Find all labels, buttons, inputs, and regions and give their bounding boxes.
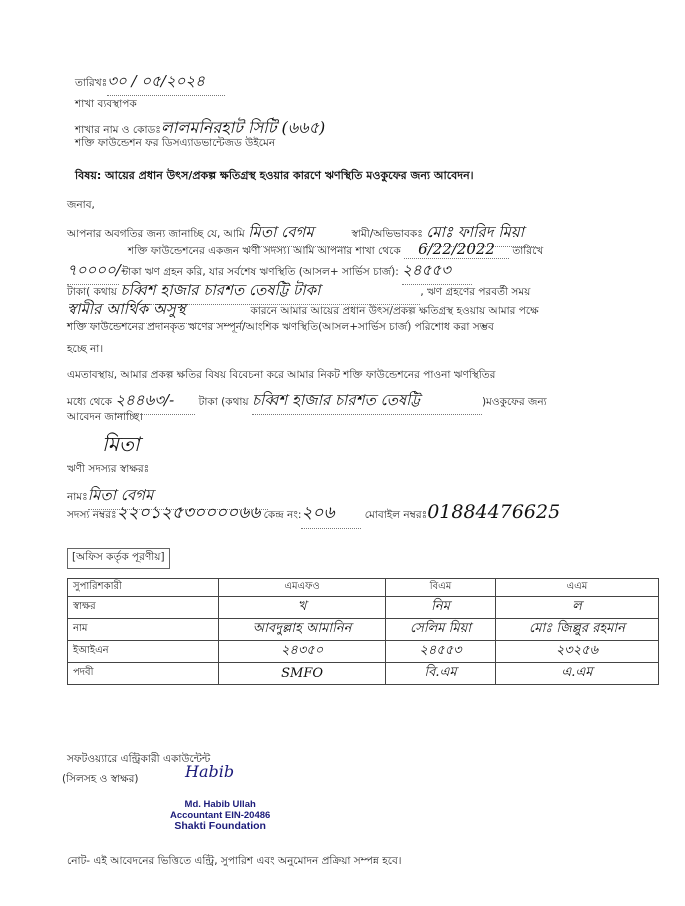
guardian-label: স্বামী/অভিভাবকঃ [351,228,423,240]
ein-cell: ২৩২৫৬ [495,641,658,663]
date-label: তারিখঃ [75,77,108,89]
addressee: শাখা ব্যবস্থাপক [75,98,137,110]
accountant-stamp [170,799,270,832]
name-cell: সেলিম মিয়া [386,619,496,641]
body-text: তারিখে [512,245,544,257]
table-row [68,641,659,663]
signature-label: ঋণী সদস্যর স্বাক্ষরঃ [67,463,150,475]
accountant-title: সফটওয়্যারে এন্ট্রিকারী একাউন্টেন্ট [67,753,211,765]
member-number-label: সদস্য নম্বরঃ [67,509,117,521]
member-name-hw: মিতা বেগম [88,484,268,510]
para2-line-3: আবেদন জানাচ্ছি। [67,411,143,423]
table-row [68,619,659,641]
row-label: স্বাক্ষর [68,597,219,619]
recommendation-table [67,578,659,685]
ein-cell: ২৪৩৫০ [219,641,386,663]
amount-words-hw: চব্বিশ হাজার চারশত তেষট্টি টাকা [120,279,420,305]
applicant-name-hw: মিতা বেগম [248,221,348,247]
member-number-hw: ২২০১২৫৩০০০০৬৬ [116,503,261,523]
row-label: ইআইএন [68,641,219,663]
body-text: টাকা (কথায় [198,396,249,408]
name-label: নামঃ [67,491,88,503]
loan-date-hw: 6/22/2022 [404,240,509,259]
row-label: নাম [68,619,219,641]
name-cell: আবদুল্লাহ আমানিন [219,619,386,641]
accountant-signature: Habib [185,762,235,781]
stamp-title: Accountant EIN-20486 [170,810,271,821]
branch-label: শাখার নাম ও কোডঃ [75,124,161,136]
stamp-name: Md. Habib Ullah [184,799,256,810]
center-label: কেন্দ্র নং: [263,509,302,521]
body-text: আপনার অবগতির জন্য জানাচ্ছি যে, আমি [67,228,245,240]
body-text: শক্তি ফাউন্ডেশনের একজন ঋণী সদস্য। আমি আপনার শাখা থেকে [128,245,401,257]
member-info-line [67,500,560,529]
header-cell: বিএম [386,579,496,597]
reason-hw: স্বামীর আর্থিক অসুস্থ [67,298,247,324]
body-text: )মওকুফের জন্য [481,396,547,408]
ein-cell: ২৪৫৫৩ [386,641,496,663]
body-text: মধ্যে থেকে [67,396,112,408]
designation-cell: SMFO [219,663,386,685]
date-line [75,70,225,96]
accountant-seal-label: (সিলসহ ও স্বাক্ষর) [62,773,139,785]
body-line-7: হচ্ছে না। [67,343,104,355]
body-text: টাকা ঋণ গ্রহন করি, যার সর্বশেষ ঋণস্থিতি (আসল+ সার্ভিস চার্জ): [122,266,399,278]
designation-cell: বি.এম [386,663,496,685]
member-signature: মিতা [102,432,140,456]
stamp-org: Shakti Foundation [174,820,266,832]
guardian-name-hw: মোঃ ফারিদ মিয়া [426,221,536,247]
signature-cell: খ [219,597,386,619]
office-use-label: [অফিস কর্তৃক পূরণীয়] [67,548,170,569]
salutation: জনাব, [67,199,95,211]
body-text: কারনে আমার আয়ের প্রধান উৎস/প্রকল্প ক্ষতিগ্রস্থ হওয়ায় আমার পক্ষে [250,305,539,317]
date-value: ৩০ / ০৫/২০২৪ [107,70,225,96]
signature-cell: নিম [386,597,496,619]
header-cell: এমএফও [219,579,386,597]
signature-cell: ল [495,597,658,619]
waiver-amount-hw: ২৪৪৬৩/- [115,389,195,415]
body-text: , ঋণ গ্রহণের পরবর্তী সময় [420,286,531,298]
subject-line: বিষয়: আয়ের প্রধান উৎস/প্রকল্প ক্ষতিগ্রস্থ হওয়ার কারণে ঋণস্থিতি মওকুফের জন্য আবেদন। [75,169,474,182]
mobile-label: মোবাইল নম্বরঃ [364,509,428,521]
footer-note: নোট- এই আবেদনের ভিত্তিতে এন্ট্রি, সুপারিশ এবং অনুমোদন প্রক্রিয়া সম্পন্ন হবে। [67,855,402,867]
body-line-6: শক্তি ফাউন্ডেশনের প্রদানকৃত ঋণের সম্পূর্ন/আংশিক ঋণস্থিতি(আসল+সার্ভিস চার্জ) পরিশোধ করা সম্ভব [67,321,494,333]
table-row [68,663,659,685]
table-row [68,597,659,619]
name-cell: মোঃ জিল্লুর রহমান [495,619,658,641]
center-number-hw: ২০৬ [301,500,361,529]
header-cell: সুপারিশকারী [68,579,219,597]
loan-amount-hw: ৭০০০০/- [67,259,119,285]
para2-line-1: এমতাবস্থায়, আমার প্রকল্প ক্ষতির বিষয় বিবেচনা করে আমার নিকট শক্তি ফাউন্ডেশনের পাওনা ঋণস্থিতির [67,369,496,381]
body-line-2 [128,240,543,261]
row-label: পদবী [68,663,219,685]
body-text: টাকা( কথায় [67,286,117,298]
mobile-number-hw: 01884476625 [427,501,561,523]
branch-value: লালমনিরহাট সিটি (৬৬৫) [160,118,326,137]
waiver-words-hw: চব্বিশ হাজার চারশত তেষট্টি [252,389,482,415]
table-header-row [68,579,659,597]
header-cell: এএম [495,579,658,597]
designation-cell: এ.এম [495,663,658,685]
balance-hw: ২৪৫৫৩ [402,259,472,285]
organization-name: শক্তি ফাউন্ডেশন ফর ডিসএ্যাডভান্টেজড উইমেন [75,137,276,149]
